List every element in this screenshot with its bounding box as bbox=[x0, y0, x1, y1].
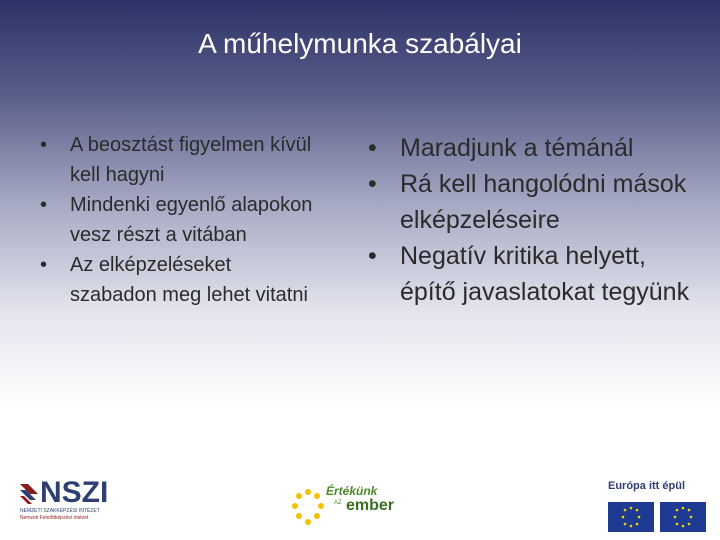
bullet-icon: • bbox=[368, 242, 377, 270]
nszi-logo bbox=[18, 476, 118, 532]
ertekunk-az: AZ bbox=[334, 500, 342, 506]
nszi-subtitle: NEMZETI SZAKKÉPZÉSI INTÉZET bbox=[20, 508, 100, 514]
right-bullet-list bbox=[368, 130, 698, 310]
list-item: • Maradjunk a témánál bbox=[368, 130, 698, 166]
eu-flag-icon bbox=[608, 502, 654, 532]
ertekunk-title: Értékünk bbox=[326, 484, 378, 498]
bullet-icon: • bbox=[368, 170, 377, 198]
nszi-subtitle-2: Nemzeti Felnőttképzési Intézet bbox=[20, 515, 89, 521]
slide-title: A műhelymunka szabályai bbox=[198, 28, 522, 59]
list-item: • A beosztást figyelmen kívül kell hagyni bbox=[40, 130, 320, 190]
sun-stars-icon bbox=[292, 488, 324, 528]
footer-logos bbox=[0, 470, 720, 540]
eu-logo bbox=[606, 480, 706, 534]
nszi-mark-icon bbox=[18, 482, 40, 506]
eu-flag-icon bbox=[660, 502, 706, 532]
nszi-name: NSZI bbox=[40, 476, 109, 509]
ertekunk-logo bbox=[292, 486, 412, 528]
ertekunk-ember: ember bbox=[346, 497, 395, 514]
eu-text: Európa itt épül bbox=[608, 480, 685, 492]
bullet-icon: • bbox=[40, 254, 48, 276]
list-item: • Negatív kritika helyett, építő javaslatokat tegyünk bbox=[368, 238, 698, 310]
bullet-icon: • bbox=[368, 134, 377, 162]
list-item: • Rá kell hangolódni mások elképzeléseire bbox=[368, 166, 698, 238]
bullet-icon: • bbox=[40, 194, 48, 216]
left-bullet-list bbox=[40, 130, 320, 310]
list-item: • Mindenki egyenlő alapokon vesz részt a vitában bbox=[40, 190, 320, 250]
list-item: • Az elképzeléseket szabadon meg lehet vitatni bbox=[40, 250, 320, 310]
bullet-icon: • bbox=[40, 134, 48, 156]
